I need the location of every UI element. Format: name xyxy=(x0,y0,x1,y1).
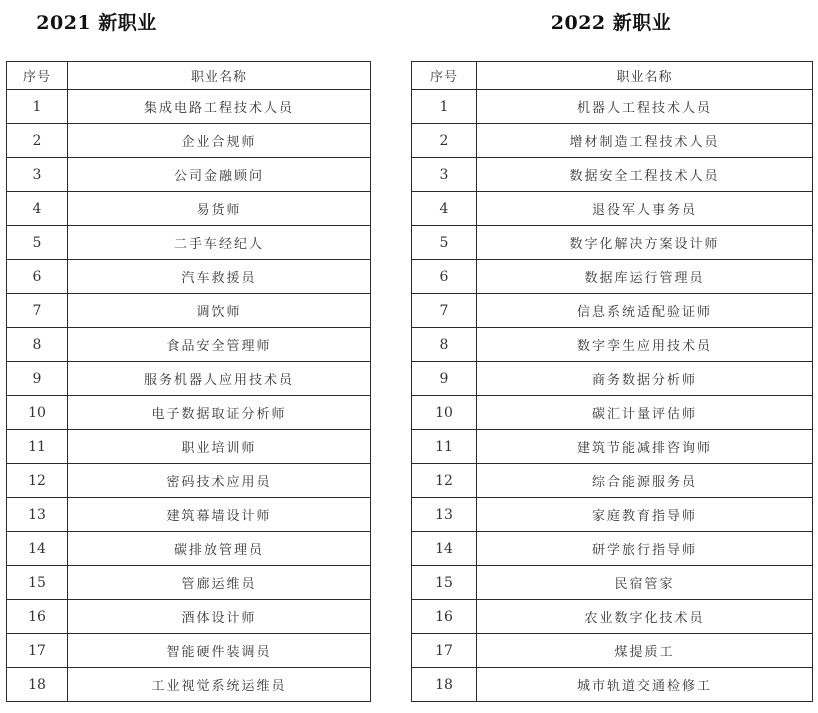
row-name-cell: 数字孪生应用技术员 xyxy=(477,328,813,362)
table-2021-title: 2021 新职业 xyxy=(36,12,157,34)
row-index-cell: 1 xyxy=(412,90,477,124)
row-name-cell: 职业培训师 xyxy=(68,430,371,464)
table-header-row xyxy=(412,62,813,90)
row-index-cell: 6 xyxy=(7,260,68,294)
row-name-cell: 综合能源服务员 xyxy=(477,464,813,498)
row-index-cell: 11 xyxy=(412,430,477,464)
table-row xyxy=(7,668,371,702)
row-index-cell: 5 xyxy=(7,226,68,260)
row-index-cell: 18 xyxy=(412,668,477,702)
table-row xyxy=(412,430,813,464)
row-index-cell: 17 xyxy=(412,634,477,668)
table-row xyxy=(7,328,371,362)
row-name-cell: 退役军人事务员 xyxy=(477,192,813,226)
table-row xyxy=(7,498,371,532)
row-name-cell: 二手车经纪人 xyxy=(68,226,371,260)
row-index-cell: 13 xyxy=(7,498,68,532)
row-index-cell: 18 xyxy=(7,668,68,702)
header-name: 职业名称 xyxy=(477,62,813,90)
row-index-cell: 11 xyxy=(7,430,68,464)
row-name-cell: 集成电路工程技术人员 xyxy=(68,90,371,124)
row-index-cell: 12 xyxy=(412,464,477,498)
row-index-cell: 6 xyxy=(412,260,477,294)
table-row xyxy=(412,362,813,396)
table-row xyxy=(412,90,813,124)
table-row xyxy=(7,260,371,294)
row-name-cell: 易货师 xyxy=(68,192,371,226)
row-index-cell: 3 xyxy=(412,158,477,192)
row-index-cell: 8 xyxy=(412,328,477,362)
table-row xyxy=(7,430,371,464)
row-name-cell: 服务机器人应用技术员 xyxy=(68,362,371,396)
table-row xyxy=(412,464,813,498)
row-index-cell: 8 xyxy=(7,328,68,362)
row-name-cell: 建筑节能减排咨询师 xyxy=(477,430,813,464)
table-row xyxy=(412,396,813,430)
table-row xyxy=(412,600,813,634)
row-name-cell: 工业视觉系统运维员 xyxy=(68,668,371,702)
row-index-cell: 4 xyxy=(412,192,477,226)
row-index-cell: 2 xyxy=(412,124,477,158)
table-row xyxy=(7,634,371,668)
row-name-cell: 碳排放管理员 xyxy=(68,532,371,566)
row-index-cell: 10 xyxy=(7,396,68,430)
row-name-cell: 数字化解决方案设计师 xyxy=(477,226,813,260)
table-2021-body xyxy=(7,90,371,702)
row-index-cell: 14 xyxy=(412,532,477,566)
table-row xyxy=(412,498,813,532)
table-row xyxy=(412,668,813,702)
row-name-cell: 商务数据分析师 xyxy=(477,362,813,396)
row-index-cell: 10 xyxy=(412,396,477,430)
row-name-cell: 民宿管家 xyxy=(477,566,813,600)
row-index-cell: 14 xyxy=(7,532,68,566)
row-index-cell: 5 xyxy=(412,226,477,260)
header-name: 职业名称 xyxy=(68,62,371,90)
table-row xyxy=(412,634,813,668)
table-row xyxy=(7,362,371,396)
row-name-cell: 数据安全工程技术人员 xyxy=(477,158,813,192)
table-row xyxy=(412,158,813,192)
row-name-cell: 数据库运行管理员 xyxy=(477,260,813,294)
table-row xyxy=(7,158,371,192)
table-row xyxy=(412,260,813,294)
table-row xyxy=(7,90,371,124)
table-row xyxy=(412,566,813,600)
row-name-cell: 调饮师 xyxy=(68,294,371,328)
header-index: 序号 xyxy=(7,62,68,90)
row-name-cell: 机器人工程技术人员 xyxy=(477,90,813,124)
row-name-cell: 煤提质工 xyxy=(477,634,813,668)
row-name-cell: 企业合规师 xyxy=(68,124,371,158)
table-row xyxy=(7,396,371,430)
row-name-cell: 管廊运维员 xyxy=(68,566,371,600)
table-row xyxy=(7,192,371,226)
row-index-cell: 4 xyxy=(7,192,68,226)
table-row xyxy=(7,566,371,600)
row-name-cell: 农业数字化技术员 xyxy=(477,600,813,634)
table-row xyxy=(7,600,371,634)
table-header-row xyxy=(7,62,371,90)
occupations-2022-table xyxy=(411,61,813,702)
row-name-cell: 碳汇计量评估师 xyxy=(477,396,813,430)
table-row xyxy=(7,464,371,498)
row-index-cell: 2 xyxy=(7,124,68,158)
row-name-cell: 电子数据取证分析师 xyxy=(68,396,371,430)
table-row xyxy=(7,124,371,158)
row-name-cell: 家庭教育指导师 xyxy=(477,498,813,532)
row-index-cell: 15 xyxy=(7,566,68,600)
table-row xyxy=(7,532,371,566)
row-index-cell: 16 xyxy=(412,600,477,634)
row-name-cell: 密码技术应用员 xyxy=(68,464,371,498)
table-2022-title: 2022 新职业 xyxy=(550,12,672,34)
row-index-cell: 17 xyxy=(7,634,68,668)
row-name-cell: 信息系统适配验证师 xyxy=(477,294,813,328)
row-name-cell: 城市轨道交通检修工 xyxy=(477,668,813,702)
table-row xyxy=(412,532,813,566)
table-row xyxy=(7,226,371,260)
row-index-cell: 12 xyxy=(7,464,68,498)
row-name-cell: 建筑幕墙设计师 xyxy=(68,498,371,532)
row-index-cell: 9 xyxy=(7,362,68,396)
row-name-cell: 公司金融顾问 xyxy=(68,158,371,192)
row-name-cell: 食品安全管理师 xyxy=(68,328,371,362)
occupations-2021-table xyxy=(6,61,371,702)
row-index-cell: 7 xyxy=(7,294,68,328)
row-index-cell: 1 xyxy=(7,90,68,124)
row-name-cell: 研学旅行指导师 xyxy=(477,532,813,566)
table-row xyxy=(412,294,813,328)
row-index-cell: 15 xyxy=(412,566,477,600)
table-row xyxy=(412,328,813,362)
row-name-cell: 智能硬件装调员 xyxy=(68,634,371,668)
row-name-cell: 汽车救援员 xyxy=(68,260,371,294)
row-index-cell: 3 xyxy=(7,158,68,192)
row-index-cell: 13 xyxy=(412,498,477,532)
row-index-cell: 16 xyxy=(7,600,68,634)
row-index-cell: 9 xyxy=(412,362,477,396)
table-row xyxy=(7,294,371,328)
table-2022-body xyxy=(412,90,813,702)
row-name-cell: 增材制造工程技术人员 xyxy=(477,124,813,158)
row-name-cell: 酒体设计师 xyxy=(68,600,371,634)
row-index-cell: 7 xyxy=(412,294,477,328)
header-index: 序号 xyxy=(412,62,477,90)
table-row xyxy=(412,192,813,226)
table-row xyxy=(412,226,813,260)
table-row xyxy=(412,124,813,158)
